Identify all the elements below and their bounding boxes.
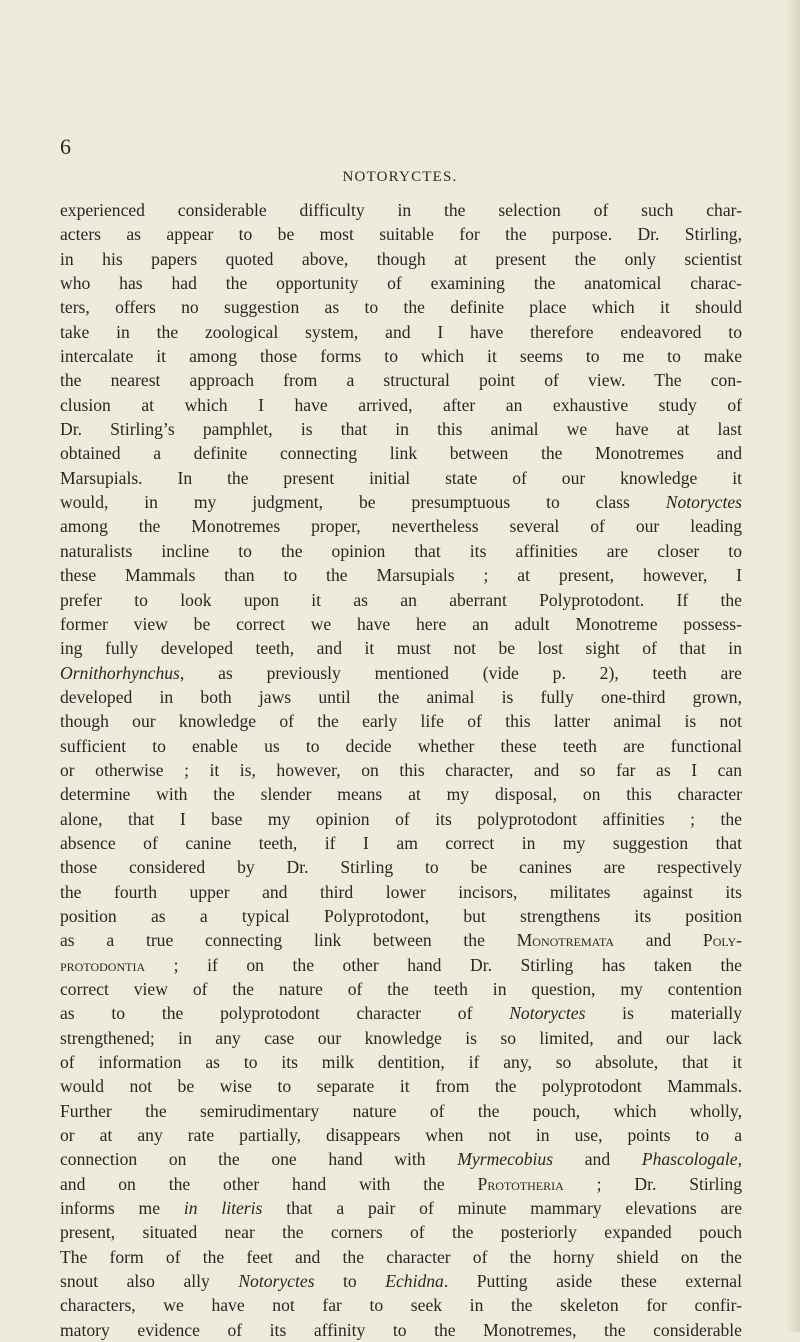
italic-term: Phascologale (641, 1149, 738, 1170)
body-text (60, 198, 742, 1342)
text-line: Dr. Stirling’s pamphlet, is that in this animal we have at last (60, 419, 742, 440)
text-line: the nearest approach from a structural point of view. The con- (60, 370, 742, 391)
small-caps-term: Poly- (702, 930, 743, 951)
text-line: former view be correct we have here an adult Monotreme possess- (60, 613, 742, 634)
italic-term: Notoryctes (509, 1003, 586, 1024)
text-line: the fourth upper and third lower incisors, militates against its (60, 881, 742, 902)
text-line: alone, that I base my opinion of its polyprotodont affinities ; the (60, 808, 742, 829)
italic-term: Ornithorhynchus (60, 662, 180, 683)
text-line: sufficient to enable us to decide whether these teeth are functional (60, 735, 742, 756)
text-line: take in the zoological system, and I have therefore endeavored to (60, 321, 742, 342)
text-line: naturalists incline to the opinion that its affinities are closer to (60, 540, 742, 561)
text-line: clusion at which I have arrived, after an exhaustive study of (60, 394, 742, 415)
text-line: obtained a definite connecting link between the Monotremes and (60, 443, 742, 464)
small-caps-term: protodontia (60, 954, 146, 975)
text-line: Further the semirudimentary nature of the pouch, which wholly, (60, 1100, 742, 1121)
page-number: 6 (60, 134, 71, 159)
text-line: among the Monotremes proper, nevertheless several of our leading (60, 516, 742, 537)
text-line: these Mammals than to the Marsupials ; at present, however, I (60, 565, 742, 586)
text-line: who has had the opportunity of examining the anatomical charac- (60, 273, 742, 294)
text-line: The form of the feet and the character of the horny shield on the (60, 1246, 742, 1267)
italic-term: Myrmecobius (457, 1149, 554, 1170)
text-line: position as a typical Polyprotodont, but strengthens its position (60, 905, 742, 926)
text-line: as a true connecting link between the Monotremata and Poly- (60, 930, 743, 951)
text-line: intercalate it among those forms to which it seems to me to make (60, 346, 742, 367)
text-line: acters as appear to be most suitable for the purpose. Dr. Stirling, (60, 224, 742, 245)
text-line: or otherwise ; it is, however, on this character, and so far as I can (60, 759, 742, 780)
text-line: would not be wise to separate it from the polyprotodont Mammals. (60, 1076, 742, 1097)
small-caps-term: Prototheria (477, 1173, 564, 1194)
text-line: would, in my judgment, be presumptuous to class Notoryctes (60, 492, 742, 513)
italic-term: Notoryctes (665, 492, 742, 513)
running-head: NOTORYCTES. (342, 169, 458, 185)
text-line: of information as to its milk dentition, if any, so absolute, that it (60, 1052, 742, 1073)
page-edge-shadow (786, 0, 800, 1332)
text-line: determine with the slender means at my disposal, on this character (60, 784, 742, 805)
text-line: protodontia ; if on the other hand Dr. Stirling has taken the (60, 954, 742, 975)
text-line: prefer to look upon it as an aberrant Polyprotodont. If the (60, 589, 742, 610)
text-line: developed in both jaws until the animal is fully one-third grown, (60, 686, 742, 707)
text-line: strengthened; in any case our knowledge is so limited, and our lack (60, 1027, 742, 1048)
text-line: correct view of the nature of the teeth in question, my contention (60, 979, 742, 999)
text-line: characters, we have not far to seek in the skeleton for confir- (60, 1295, 742, 1316)
text-line: those considered by Dr. Stirling to be canines are respectively (60, 857, 742, 878)
text-line: matory evidence of its affinity to the Monotremes, the considerable (60, 1319, 742, 1340)
italic-term: in literis (183, 1198, 263, 1219)
text-line: or at any rate partially, disappears when not in use, points to a (60, 1125, 742, 1146)
text-line: ing fully developed teeth, and it must not be lost sight of that in (60, 638, 742, 659)
text-line: connection on the one hand with Myrmecobius and Phascologale, (60, 1149, 743, 1170)
text-line: Ornithorhynchus, as previously mentioned (vide p. 2), teeth are (60, 662, 742, 683)
italic-term: Notoryctes (238, 1271, 315, 1292)
text-line: and on the other hand with the Prototheria ; Dr. Stirling (60, 1173, 742, 1194)
text-line: Marsupials. In the present initial state of our knowledge it (60, 467, 742, 488)
text-line: as to the polyprotodont character of Notoryctes is materially (60, 1003, 742, 1024)
text-line: experienced considerable difficulty in the selection of such char- (60, 200, 742, 220)
text-line: in his papers quoted above, though at present the only scientist (60, 248, 742, 269)
small-caps-term: Monotremata (516, 930, 615, 951)
text-line: absence of canine teeth, if I am correct in my suggestion that (60, 832, 742, 853)
text-line: present, situated near the corners of the posteriorly expanded pouch (60, 1222, 742, 1243)
text-line: ters, offers no suggestion as to the definite place which it should (60, 297, 742, 318)
text-line: though our knowledge of the early life of this latter animal is not (60, 711, 742, 732)
text-line: snout also ally Notoryctes to Echidna. Putting aside these external (60, 1271, 743, 1292)
italic-term: Echidna (385, 1271, 444, 1292)
text-line: informs me in literis that a pair of minute mammary elevations are (60, 1198, 743, 1219)
